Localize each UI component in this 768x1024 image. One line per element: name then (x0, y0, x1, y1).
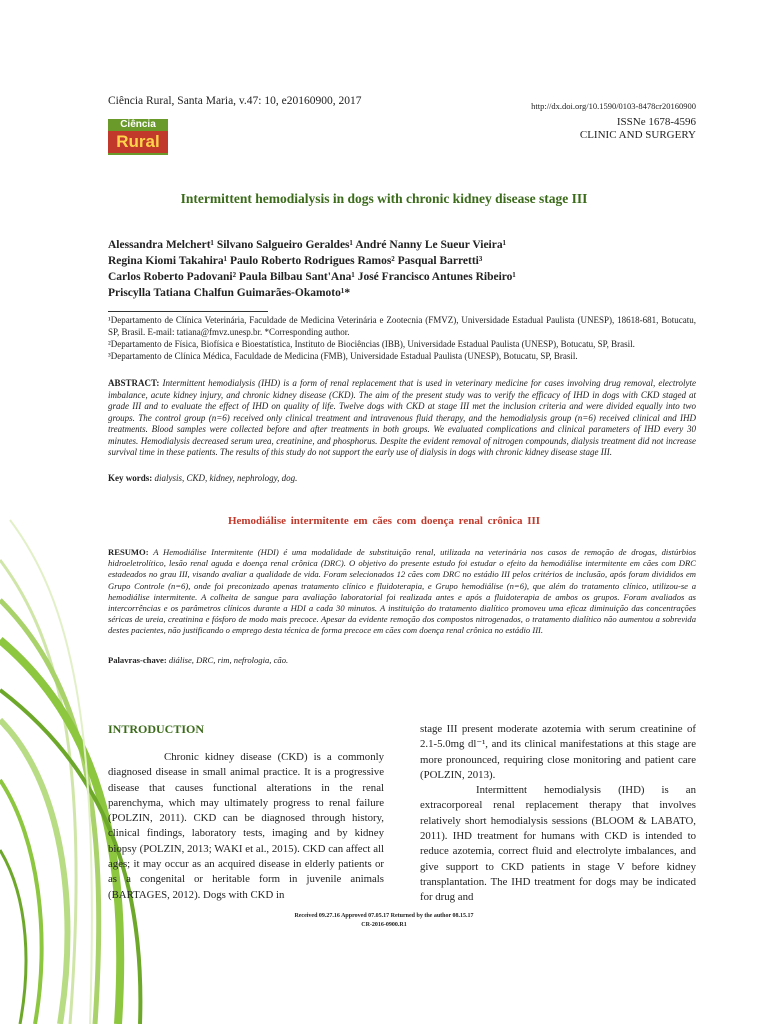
abstract-text: Intermittent hemodialysis (IHD) is a form of renal replacement that is used in veterinary medicine for cases involving drug removal, electrolyte imbalance, acute kidney injury, and chronic kidney disease (CKD). The aim of the present study was to verify the efficacy of IHD in dogs with CKD staged at grade III and to evaluate the effect of IHD on quality of life. Twelve dogs with CKD at stage III met the inclusion criteria and were divided equally into two groups. The control group (n=6) received only clinical treatment and intravenous fluid therapy, and the hemodialysis group (n=6) received clinical and IHD treatments. Blood samples were collected before and after treatments in both groups. We evaluated complications and clinical parameters of IHD every 30 minutes. Hemodialysis decreased serum urea, creatinine, and phosphorus. Despite the evident removal of nitrogen compounds, dialysis treatment did not increase survival time in these patients. The results of this study do not support the early use of dialysis in dogs with chronic kidney disease stage III. (108, 378, 696, 457)
author-line: Priscylla Tatiana Chalfun Guimarães-Okamoto¹* (108, 287, 351, 299)
abstract-label: ABSTRACT (108, 378, 157, 388)
palavras-chave-text: diálise, DRC, rim, nefrologia, cão. (168, 655, 289, 665)
resumo-label: RESUMO (108, 547, 146, 557)
body-paragraph: Chronic kidney disease (CKD) is a commonly diagnosed disease in small animal practice. It is a progressive disease that causes functional alterations in the renal parenchyma, which may ultimately progress to renal failure (POLZIN, 2011). CKD can be diagnosed through history, clinical findings, laboratory tests, imaging and by kidney biopsy (POLZIN, 2013; WAKI et al., 2015). CKD can affect all ages; it may occur as an acquired disease in elderly patients or as a congenital or heritable form in juvenile animals (BARTAGES, 2012). Dogs with CKD in (108, 751, 384, 901)
logo-top-text: Ciência (108, 119, 168, 131)
footer-received-line: Received 09.27.16 Approved 07.05.17 Returned by the author 08.15.17 (294, 913, 474, 919)
palavras-chave-label: Palavras-chave (108, 655, 164, 665)
introduction-heading: INTRODUCTION (108, 722, 205, 736)
author-line: Alessandra Melchert¹ Silvano Salgueiro Geraldes¹ André Nanny Le Sueur Vieira¹ (108, 239, 507, 251)
logo-bottom-text: Rural (108, 131, 168, 155)
resumo-text: A Hemodiálise Intermitente (HDI) é uma modalidade de substituição renal, utilizada na veterinária nos casos de remoção de drogas, distúrbios hidroeletrolítico, lesão renal aguda e doença renal crônica (DRC). O objetivo do presente estudo foi estudar o efeito da hemodiálise intermitente em cães com DRC estadeados no grau III, visando avaliar a qualidade de vida. Foram selecionados 12 cães com DRC no estádio III pelos critérios de inclusão, após foram divididos em Grupo Controle (n=6), onde foi preconizado apenas tratamento clínico e fluidoterapia, e Grupo hemodiálise (n=6), que além do tratamento clínico, utilizou-se a hemodiálise intermitente. A colheita de sangue para avaliação laboratorial foi realizada antes e após a fluidoterapia de ambos os grupos. Foram avaliados as intercorrências e os parâmetros clínicos durante a HDI a cada 30 minutos. A instituição do tratamento dialítico promoveu uma eficaz diminuição das concentrações séricas de ureia, creatinina e fósforo de modo mais precoce. Apesar da evidente remoção dos compostos nitrogenados, o tratamento dialítico não aumentou a sobrevida destes pacientes, não justificando o emprego desta técnica de forma precoce em cães com doença renal crônica no estádio III. (108, 547, 697, 636)
palavras-chave-line: Palavras-chave: diálise, DRC, rim, nefrologia, cão. (108, 655, 289, 665)
footer-manuscript-id: CR-2016-0900.R1 (361, 922, 407, 928)
article-title: Intermittent hemodialysis in dogs with chronic kidney disease stage III (180, 191, 588, 206)
body-paragraph: stage III present moderate azotemia with serum creatinine of 2.1-5.0mg dl⁻¹, and its clinical manifestations at this stage are more pronounced, requiring close monitoring and patient care (POLZIN, 2013). (420, 723, 696, 781)
keywords-line: Key words: dialysis, CKD, kidney, nephrology, dog. (108, 473, 298, 483)
portuguese-title: Hemodiálise intermitente em cães com doença renal crônica III (227, 515, 541, 527)
issn-label: ISSNe 1678-4596 (616, 116, 696, 128)
affiliation-item: ¹Departamento de Clínica Veterinária, Faculdade de Medicina Veterinária e Zootecnia (FMVZ), Universidade Estadual Paulista (UNESP), 18618-681, Botucatu, SP, Brasil. E-mail: tatiana@fmvz.unesp.br. *Corresponding author. (108, 315, 696, 337)
journal-citation: Ciência Rural, Santa Maria, v.47: 10, e20160900, 2017 (108, 95, 362, 107)
body-column-right (420, 722, 696, 906)
section-label: CLINIC AND SURGERY (579, 129, 696, 141)
author-list (108, 237, 696, 301)
keywords-label: Key words (108, 473, 150, 483)
body-paragraph: Intermittent hemodialysis (IHD) is an extracorporeal renal replacement therapy that involves relatively short hemodialysis sessions (BLOOM & LABATO, 2011). IHD treatment for humans with CKD is intended to reduce azotemia, correct fluid and electrolyte imbalances, and give support to CKD patients in stage V before kidney transplantation. The IHD treatment for dogs may be indicated for drug and (420, 784, 696, 904)
affiliation-item: ²Departamento de Física, Biofísica e Bioestatística, Instituto de Biociências (IBB), Universidade Estadual Paulista (UNESP), Botucatu, SP, Brasil. (108, 339, 635, 349)
author-line: Carlos Roberto Padovani² Paula Bilbau Sant'Ana¹ José Francisco Antunes Ribeiro¹ (108, 271, 516, 283)
resumo-block: RESUMO: A Hemodiálise Intermitente (HDI) é uma modalidade de substituição renal, utilizada na veterinária nos casos de remoção de drogas, distúrbios hidroeletrolítico, lesão renal aguda e doença renal crônica (DRC). O objetivo do presente estudo foi estudar o efeito da hemodiálise intermitente em cães com DRC estadeados no grau III, visando avaliar a qualidade de vida. Foram selecionados 12 cães com DRC no estádio III pelos critérios de inclusão, após foram divididos em Grupo Controle (n=6), onde foi preconizado apenas tratamento clínico e fluidoterapia, e Grupo hemodiálise (n=6), que além do tratamento clínico, utilizou-se a hemodiálise intermitente. A colheita de sangue para avaliação laboratorial foi realizada antes e após a fluidoterapia de ambos os grupos. Foram avaliados as intercorrências e os parâmetros clínicos durante a HDI a cada 30 minutos. A instituição do tratamento dialítico promoveu uma eficaz diminuição das concentrações séricas de ureia, creatinina e fósforo de modo mais precoce. Apesar da evidente remoção dos compostos nitrogenados, o tratamento dialítico não aumentou a sobrevida destes pacientes, não justificando o emprego desta técnica de forma precoce em cães com doença renal crônica no estádio III. (108, 547, 697, 636)
abstract-block: ABSTRACT: Intermittent hemodialysis (IHD) is a form of renal replacement that is used in veterinary medicine for cases involving drug removal, electrolyte imbalance, acute kidney injury, and chronic kidney disease (CKD). The aim of the present study was to verify the efficacy of IHD in dogs with CKD staged at grade III and to evaluate the effect of IHD on quality of life. Twelve dogs with CKD at stage III met the inclusion criteria and were divided equally into two groups. The control group (n=6) received only clinical treatment and intravenous fluid therapy, and the hemodialysis group (n=6) received clinical and IHD treatments. Blood samples were collected before and after treatments in both groups. We evaluated complications and clinical parameters of IHD every 30 minutes. Hemodialysis decreased serum urea, creatinine, and phosphorus. Despite the evident removal of nitrogen compounds, dialysis treatment did not increase survival time in these patients. The results of this study do not support the early use of dialysis in dogs with chronic kidney disease stage III. (108, 378, 696, 457)
affiliation-divider (108, 311, 268, 312)
doi-link[interactable]: http://dx.doi.org/10.1590/0103-8478cr20160900 (531, 101, 696, 111)
affiliations (108, 314, 696, 362)
author-line: Regina Kiomi Takahira¹ Paulo Roberto Rodrigues Ramos² Pasqual Barretti³ (108, 255, 483, 267)
body-column-left (108, 750, 384, 903)
journal-logo (108, 119, 168, 155)
footer-dates (0, 912, 768, 930)
keywords-text: dialysis, CKD, kidney, nephrology, dog. (154, 473, 298, 483)
affiliation-item: ³Departamento de Clínica Médica, Faculdade de Medicina (FMB), Universidade Estadual Paulista (UNESP), Botucatu, SP, Brasil. (108, 351, 578, 361)
